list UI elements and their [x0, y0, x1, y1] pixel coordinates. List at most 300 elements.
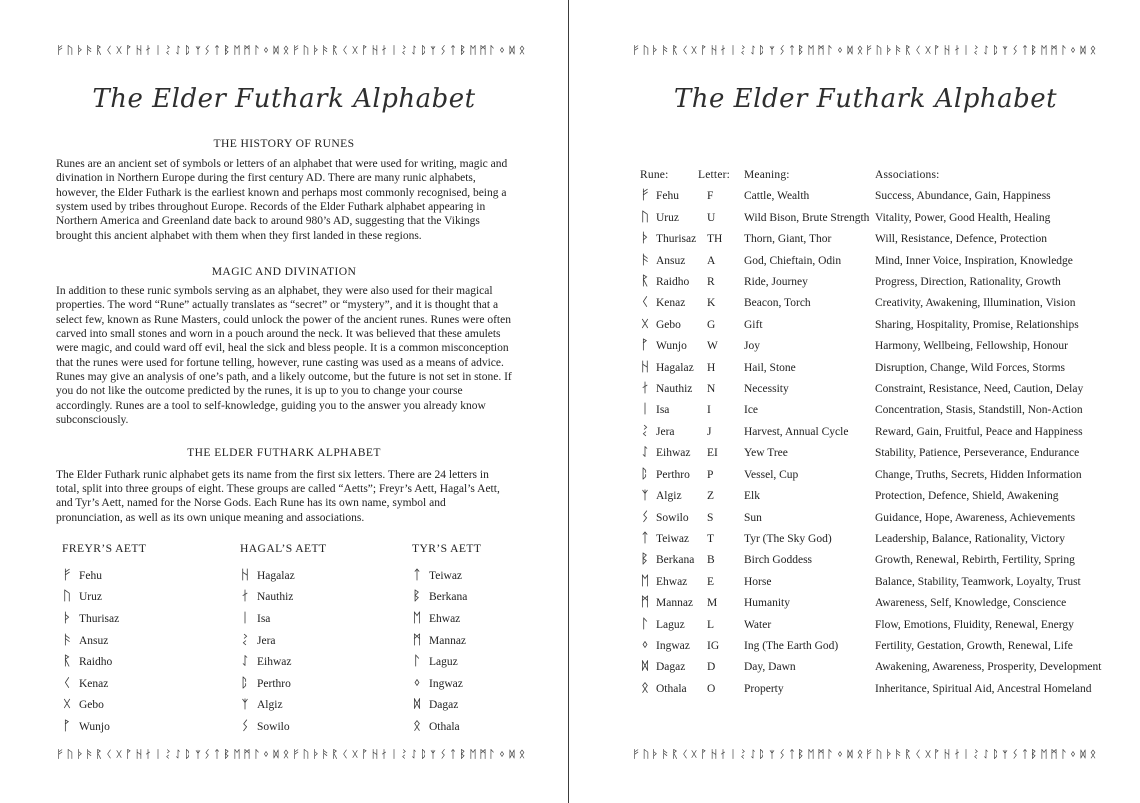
- letter-cell: A: [707, 254, 716, 267]
- rune-ansuz-icon: [661, 44, 669, 56]
- rune-name: Sowilo: [656, 511, 689, 524]
- aett-rune-item: [62, 695, 240, 717]
- rune-perthro-icon: [184, 748, 192, 760]
- rune-kenaz-icon: [914, 748, 922, 760]
- aett-rune-item: [412, 695, 512, 717]
- rune-mannaz-icon: [1050, 44, 1058, 56]
- rune-raidho-icon: [331, 748, 339, 760]
- rune-jera-icon: [972, 748, 980, 760]
- section-body-history: Runes are an ancient set of symbols or letters of an alphabet that were used for writing, magic and divination in Northern Europe during the first century AD. There are many runic alphabets, however, the Elder Futhark is the earliest known and perhaps most commonly recognised, being a system used by tribes throughout Europe. Records of the Elder Futhark alphabet appearing in Northern America and Greenland date back to around 980’s AD, suggesting that the Vikings brought this ancient alphabet with them when they first landed in these regions.: [56, 158, 508, 242]
- rune-raidho-icon: [62, 654, 72, 667]
- associations-cell: Disruption, Change, Wild Forces, Storms: [875, 361, 1066, 374]
- meaning-cell: Harvest, Annual Cycle: [744, 425, 849, 438]
- letter-cell: N: [707, 383, 716, 396]
- rune-hagalaz-icon: [710, 44, 718, 56]
- letter-cell: M: [707, 597, 718, 610]
- letter-cell: O: [707, 682, 716, 695]
- meaning-cell: Horse: [744, 575, 772, 588]
- rune-berkana-icon: [459, 748, 467, 760]
- rune-name: Nauthiz: [257, 591, 294, 604]
- rune-eihwaz-icon: [240, 654, 250, 667]
- associations-cell: Leadership, Balance, Rationality, Victory: [875, 532, 1065, 545]
- rune-name: Raidho: [79, 656, 113, 669]
- rune-othala-icon: [518, 44, 526, 56]
- rune-raidho-icon: [671, 44, 679, 56]
- rune-border-bottom-right: [632, 748, 1097, 760]
- rune-isa-icon: [390, 44, 398, 56]
- meaning-cell: Hail, Stone: [744, 361, 796, 374]
- rune-berkana-icon: [223, 748, 231, 760]
- rune-sowilo-icon: [778, 748, 786, 760]
- rune-name: Ansuz: [79, 634, 109, 647]
- rune-fehu-icon: [62, 568, 72, 581]
- rune-isa-icon: [962, 748, 970, 760]
- rune-eihwaz-icon: [982, 44, 990, 56]
- rune-othala-icon: [518, 748, 526, 760]
- rune-name: Isa: [257, 613, 271, 626]
- rune-name: Thurisaz: [656, 233, 697, 246]
- rune-name: Kenaz: [656, 297, 686, 310]
- rune-uruz-icon: [875, 44, 883, 56]
- rune-isa-icon: [640, 402, 650, 415]
- letter-cell: D: [707, 661, 716, 674]
- rune-dagaz-icon: [272, 44, 280, 56]
- rune-table: [640, 165, 1102, 700]
- rune-ansuz-icon: [894, 748, 902, 760]
- rune-ingwaz-icon: [412, 676, 422, 689]
- rune-eihwaz-icon: [410, 44, 418, 56]
- rune-berkana-icon: [223, 44, 231, 56]
- rune-ehwaz-icon: [807, 44, 815, 56]
- associations-cell: Balance, Stability, Teamwork, Loyalty, Trust: [875, 575, 1081, 588]
- rune-algiz-icon: [1001, 748, 1009, 760]
- rune-name: Berkana: [429, 591, 468, 604]
- aett-rune-item: [240, 695, 412, 717]
- rune-raidho-icon: [95, 748, 103, 760]
- rune-name: Othala: [429, 721, 460, 734]
- rune-name: Perthro: [656, 468, 690, 481]
- aett-rune-item: [62, 609, 240, 631]
- rune-jera-icon: [640, 424, 650, 437]
- rune-nauthiz-icon: [380, 748, 388, 760]
- rune-name: Uruz: [79, 591, 102, 604]
- rune-uruz-icon: [875, 748, 883, 760]
- rune-name: Algiz: [257, 699, 283, 712]
- rune-berkana-icon: [459, 44, 467, 56]
- rune-laguz-icon: [253, 748, 261, 760]
- rune-nauthiz-icon: [144, 44, 152, 56]
- rune-dagaz-icon: [272, 748, 280, 760]
- letter-cell: Z: [707, 490, 715, 503]
- meaning-cell: Wild Bison, Brute Strength: [744, 211, 870, 224]
- rune-hagalaz-icon: [943, 748, 951, 760]
- associations-cell: Awareness, Self, Knowledge, Conscience: [875, 597, 1067, 610]
- rune-othala-icon: [1089, 748, 1097, 760]
- meaning-cell: Vessel, Cup: [744, 468, 799, 481]
- rune-nauthiz-icon: [640, 381, 650, 394]
- rune-isa-icon: [390, 748, 398, 760]
- rune-hagalaz-icon: [371, 748, 379, 760]
- rune-ehwaz-icon: [1040, 44, 1048, 56]
- rune-jera-icon: [164, 748, 172, 760]
- associations-cell: Guidance, Hope, Awareness, Achievements: [875, 511, 1076, 524]
- rune-wunjo-icon: [640, 338, 650, 351]
- rune-fehu-icon: [865, 44, 873, 56]
- section-heading-history: THE HISTORY OF RUNES: [213, 137, 355, 150]
- rune-berkana-icon: [1030, 748, 1038, 760]
- rune-dagaz-icon: [846, 44, 854, 56]
- rune-name: Algiz: [656, 490, 682, 503]
- rune-jera-icon: [164, 44, 172, 56]
- rune-cell: [640, 208, 698, 229]
- rune-raidho-icon: [331, 44, 339, 56]
- rune-cell: [640, 336, 698, 357]
- rune-fehu-icon: [292, 748, 300, 760]
- rune-ansuz-icon: [321, 748, 329, 760]
- rune-eihwaz-icon: [174, 748, 182, 760]
- rune-cell: [640, 615, 698, 636]
- aett-rune-item: [240, 652, 412, 674]
- rune-cell: [640, 529, 698, 550]
- rune-name: Ansuz: [656, 254, 686, 267]
- rune-jera-icon: [739, 44, 747, 56]
- aett-column: [412, 542, 512, 739]
- aett-rune-item: [240, 631, 412, 653]
- rune-nauthiz-icon: [144, 748, 152, 760]
- rune-laguz-icon: [488, 748, 496, 760]
- rune-laguz-icon: [826, 44, 834, 56]
- rune-teiwaz-icon: [213, 44, 221, 56]
- aett-column: [62, 542, 240, 739]
- associations-cell: Creativity, Awakening, Illumination, Vision: [875, 297, 1076, 310]
- rune-eihwaz-icon: [982, 748, 990, 760]
- rune-eihwaz-icon: [410, 748, 418, 760]
- rune-sowilo-icon: [439, 44, 447, 56]
- rune-teiwaz-icon: [449, 44, 457, 56]
- rune-cell: [640, 400, 698, 421]
- aett-rune-item: [240, 717, 412, 739]
- rune-fehu-icon: [292, 44, 300, 56]
- rune-uruz-icon: [66, 44, 74, 56]
- rune-sowilo-icon: [203, 748, 211, 760]
- rune-ansuz-icon: [62, 633, 72, 646]
- meaning-cell: Day, Dawn: [744, 661, 796, 674]
- aett-rune-item: [62, 674, 240, 696]
- rune-mannaz-icon: [817, 44, 825, 56]
- meaning-cell: Yew Tree: [744, 447, 788, 460]
- rune-eihwaz-icon: [640, 445, 650, 458]
- aett-rune-item: [412, 587, 512, 609]
- aett-columns: [56, 542, 512, 739]
- rune-name: Jera: [257, 634, 276, 647]
- rune-dagaz-icon: [1079, 748, 1087, 760]
- page-title: The Elder Futhark Alphabet: [673, 84, 1058, 114]
- rune-dagaz-icon: [640, 659, 650, 672]
- rune-ingwaz-icon: [262, 44, 270, 56]
- aett-rune-item: [412, 652, 512, 674]
- rune-fehu-icon: [865, 748, 873, 760]
- rune-nauthiz-icon: [380, 44, 388, 56]
- rune-algiz-icon: [640, 488, 650, 501]
- rune-name: Mannaz: [429, 634, 467, 647]
- associations-cell: Reward, Gain, Fruitful, Peace and Happiness: [875, 425, 1083, 438]
- rune-border-bottom-left: [56, 748, 526, 760]
- rune-isa-icon: [154, 44, 162, 56]
- rune-gebo-icon: [690, 748, 698, 760]
- rune-wunjo-icon: [700, 44, 708, 56]
- letter-cell: I: [707, 404, 711, 417]
- rune-algiz-icon: [194, 748, 202, 760]
- rune-uruz-icon: [302, 44, 310, 56]
- rune-name: Thurisaz: [79, 613, 120, 626]
- rune-name: Uruz: [656, 211, 679, 224]
- rune-mannaz-icon: [412, 633, 422, 646]
- rune-ansuz-icon: [894, 44, 902, 56]
- meaning-cell: Beacon, Torch: [744, 297, 811, 310]
- letter-cell: G: [707, 318, 716, 331]
- rune-perthro-icon: [992, 44, 1000, 56]
- rune-name: Eihwaz: [257, 656, 292, 669]
- rune-gebo-icon: [690, 44, 698, 56]
- rune-algiz-icon: [429, 748, 437, 760]
- associations-cell: Progress, Direction, Rationality, Growth: [875, 276, 1061, 289]
- rune-name: Ehwaz: [429, 613, 461, 626]
- rune-cell: [640, 508, 698, 529]
- meaning-cell: Sun: [744, 511, 762, 524]
- rune-thurisaz-icon: [885, 44, 893, 56]
- rune-algiz-icon: [194, 44, 202, 56]
- rune-name: Raidho: [656, 276, 690, 289]
- rune-isa-icon: [729, 748, 737, 760]
- rune-name: Laguz: [429, 656, 458, 669]
- rune-name: Hagalaz: [257, 569, 295, 582]
- letter-cell: K: [707, 297, 716, 310]
- aett-rune-item: [412, 609, 512, 631]
- rune-name: Perthro: [257, 677, 291, 690]
- rune-name: Fehu: [656, 190, 679, 203]
- rune-eihwaz-icon: [174, 44, 182, 56]
- rune-gebo-icon: [351, 44, 359, 56]
- aett-rune-item: [240, 609, 412, 631]
- rune-mannaz-icon: [640, 595, 650, 608]
- rune-raidho-icon: [95, 44, 103, 56]
- rune-name: Berkana: [656, 554, 695, 567]
- rune-ansuz-icon: [661, 748, 669, 760]
- meaning-cell: Joy: [744, 340, 760, 353]
- rune-cell: [640, 293, 698, 314]
- rune-teiwaz-icon: [213, 748, 221, 760]
- rune-uruz-icon: [302, 748, 310, 760]
- rune-wunjo-icon: [361, 748, 369, 760]
- meaning-cell: God, Chieftain, Odin: [744, 254, 842, 267]
- table-header-letter: Letter:: [698, 169, 731, 181]
- associations-cell: Success, Abundance, Gain, Happiness: [875, 190, 1051, 203]
- section-body-magic: In addition to these runic symbols serving as an alphabet, they were also used for their magical properties. The word “Rune” actually translates as “secret” or “mystery”, and it is thought that a select few, known as Rune Masters, could unlock the power of the ancient runes. Runes were often carved into small stones and worn in a pouch around the neck. It was believed that these amulets were magic, and could ward off evil, heal the sick and bless people. It is a common misconception that the runes were used for fortune telling, however, rune casting was used as a means of advice. Runes may give an analysis of one’s path, and a likely outcome, but the future is not set in stone. If you do not like the outcome predicted by the runes, it is up to you to change your course accordingly. Runes are a tool to self-knowledge, guiding you to the answer you already know subconsciously.: [56, 285, 512, 427]
- rune-name: Jera: [656, 425, 675, 438]
- rune-dagaz-icon: [508, 748, 516, 760]
- rune-wunjo-icon: [62, 719, 72, 732]
- meaning-cell: Elk: [744, 490, 760, 503]
- rune-uruz-icon: [66, 748, 74, 760]
- rune-gebo-icon: [924, 748, 932, 760]
- rune-isa-icon: [962, 44, 970, 56]
- associations-cell: Concentration, Stasis, Standstill, Non-Action: [875, 404, 1083, 417]
- meaning-cell: Humanity: [744, 597, 790, 610]
- rune-isa-icon: [729, 44, 737, 56]
- page-right: [569, 0, 1139, 803]
- rune-othala-icon: [282, 44, 290, 56]
- rune-gebo-icon: [640, 317, 650, 330]
- letter-cell: U: [707, 211, 716, 224]
- rune-berkana-icon: [797, 748, 805, 760]
- rune-sowilo-icon: [778, 44, 786, 56]
- rune-ehwaz-icon: [469, 748, 477, 760]
- rune-sowilo-icon: [439, 748, 447, 760]
- rune-berkana-icon: [1030, 44, 1038, 56]
- rune-raidho-icon: [671, 748, 679, 760]
- rune-berkana-icon: [640, 552, 650, 565]
- rune-raidho-icon: [904, 44, 912, 56]
- aett-rune-item: [62, 566, 240, 588]
- letter-cell: P: [707, 468, 714, 481]
- rune-jera-icon: [739, 748, 747, 760]
- letter-cell: S: [707, 511, 714, 524]
- rune-ehwaz-icon: [807, 748, 815, 760]
- rune-ingwaz-icon: [498, 748, 506, 760]
- rune-eihwaz-icon: [749, 44, 757, 56]
- rune-othala-icon: [856, 748, 864, 760]
- rune-fehu-icon: [56, 748, 64, 760]
- rune-othala-icon: [282, 748, 290, 760]
- rune-sowilo-icon: [640, 510, 650, 523]
- aett-rune-item: [412, 566, 512, 588]
- rune-laguz-icon: [488, 44, 496, 56]
- rune-nauthiz-icon: [719, 748, 727, 760]
- rune-name: Othala: [656, 682, 687, 695]
- rune-teiwaz-icon: [1021, 44, 1029, 56]
- rune-wunjo-icon: [933, 748, 941, 760]
- aett-rune-item: [240, 587, 412, 609]
- rune-wunjo-icon: [933, 44, 941, 56]
- rune-name: Wunjo: [656, 340, 687, 353]
- rune-name: Teiwaz: [656, 532, 690, 545]
- rune-kenaz-icon: [914, 44, 922, 56]
- associations-cell: Inheritance, Spiritual Aid, Ancestral Homeland: [875, 682, 1092, 695]
- meaning-cell: Cattle, Wealth: [744, 190, 810, 203]
- rune-cell: [640, 229, 698, 250]
- rune-cell: [640, 486, 698, 507]
- rune-gebo-icon: [115, 44, 123, 56]
- letter-cell: J: [707, 425, 712, 438]
- rune-name: Ingwaz: [429, 677, 463, 690]
- rune-ehwaz-icon: [640, 574, 650, 587]
- rune-cell: [640, 315, 698, 336]
- associations-cell: Change, Truths, Secrets, Hidden Information: [875, 468, 1082, 481]
- rune-sowilo-icon: [203, 44, 211, 56]
- section-body-alphabet: The Elder Futhark runic alphabet gets its name from the first six letters. There are 24 letters in total, split into three groups of eight. These groups are called “Aetts”; Freyr’s Aett, Hagal’s Aett, and Tyr’s Aett, named for the Norse Gods. Each Rune has its own name, symbol and pronunciation, as well as its own unique meaning and associations.: [56, 468, 500, 524]
- rune-uruz-icon: [62, 589, 72, 602]
- rune-border-top-right: [632, 44, 1097, 56]
- rune-othala-icon: [640, 681, 650, 694]
- rune-ehwaz-icon: [233, 44, 241, 56]
- rune-algiz-icon: [1001, 44, 1009, 56]
- rune-wunjo-icon: [125, 44, 133, 56]
- rune-teiwaz-icon: [1021, 748, 1029, 760]
- rune-nauthiz-icon: [240, 589, 250, 602]
- rune-hagalaz-icon: [240, 568, 250, 581]
- rune-cell: [640, 550, 698, 571]
- rune-name: Mannaz: [656, 597, 694, 610]
- rune-hagalaz-icon: [640, 360, 650, 373]
- rune-mannaz-icon: [243, 44, 251, 56]
- rune-hagalaz-icon: [710, 748, 718, 760]
- section-heading-alphabet: THE ELDER FUTHARK ALPHABET: [187, 445, 381, 459]
- rune-laguz-icon: [640, 617, 650, 630]
- rune-hagalaz-icon: [135, 44, 143, 56]
- rune-jera-icon: [400, 748, 408, 760]
- associations-cell: Harmony, Wellbeing, Fellowship, Honour: [875, 340, 1068, 353]
- rune-teiwaz-icon: [640, 531, 650, 544]
- rune-kenaz-icon: [62, 676, 72, 689]
- rune-isa-icon: [240, 611, 250, 624]
- table-header-rune: Rune:: [640, 169, 669, 181]
- rune-name: Eihwaz: [656, 447, 691, 460]
- rune-dagaz-icon: [846, 748, 854, 760]
- rune-uruz-icon: [642, 44, 650, 56]
- rune-name: Ehwaz: [656, 575, 688, 588]
- rune-thurisaz-icon: [62, 611, 72, 624]
- meaning-cell: Ing (The Earth God): [744, 639, 839, 652]
- rune-mannaz-icon: [1050, 748, 1058, 760]
- rune-ehwaz-icon: [233, 748, 241, 760]
- rune-mannaz-icon: [479, 748, 487, 760]
- rune-kenaz-icon: [105, 748, 113, 760]
- rune-name: Dagaz: [429, 699, 459, 712]
- rune-cell: [640, 465, 698, 486]
- aett-rune-item: [62, 587, 240, 609]
- rune-perthro-icon: [184, 44, 192, 56]
- rune-perthro-icon: [420, 44, 428, 56]
- page-title: The Elder Futhark Alphabet: [92, 84, 476, 114]
- rune-ingwaz-icon: [1069, 44, 1077, 56]
- rune-sowilo-icon: [240, 719, 250, 732]
- rune-laguz-icon: [826, 748, 834, 760]
- rune-laguz-icon: [1060, 44, 1068, 56]
- rune-algiz-icon: [240, 697, 250, 710]
- rune-ehwaz-icon: [412, 611, 422, 624]
- rune-name: Sowilo: [257, 721, 290, 734]
- letter-cell: IG: [707, 639, 720, 652]
- rune-ehwaz-icon: [1040, 748, 1048, 760]
- meaning-cell: Tyr (The Sky God): [744, 532, 832, 545]
- letter-cell: TH: [707, 233, 723, 246]
- rune-berkana-icon: [797, 44, 805, 56]
- associations-cell: Constraint, Resistance, Need, Caution, Delay: [875, 383, 1084, 396]
- rune-cell: [640, 679, 698, 700]
- rune-nauthiz-icon: [953, 748, 961, 760]
- meaning-cell: Property: [744, 682, 784, 695]
- rune-thurisaz-icon: [885, 748, 893, 760]
- rune-fehu-icon: [56, 44, 64, 56]
- rune-name: Nauthiz: [656, 383, 693, 396]
- meaning-cell: Ice: [744, 404, 759, 417]
- rune-fehu-icon: [640, 188, 650, 201]
- rune-thurisaz-icon: [76, 44, 84, 56]
- meaning-cell: Birch Goddess: [744, 554, 813, 567]
- aett-rune-item: [240, 566, 412, 588]
- table-header-meaning: Meaning:: [744, 169, 790, 181]
- rune-teiwaz-icon: [449, 748, 457, 760]
